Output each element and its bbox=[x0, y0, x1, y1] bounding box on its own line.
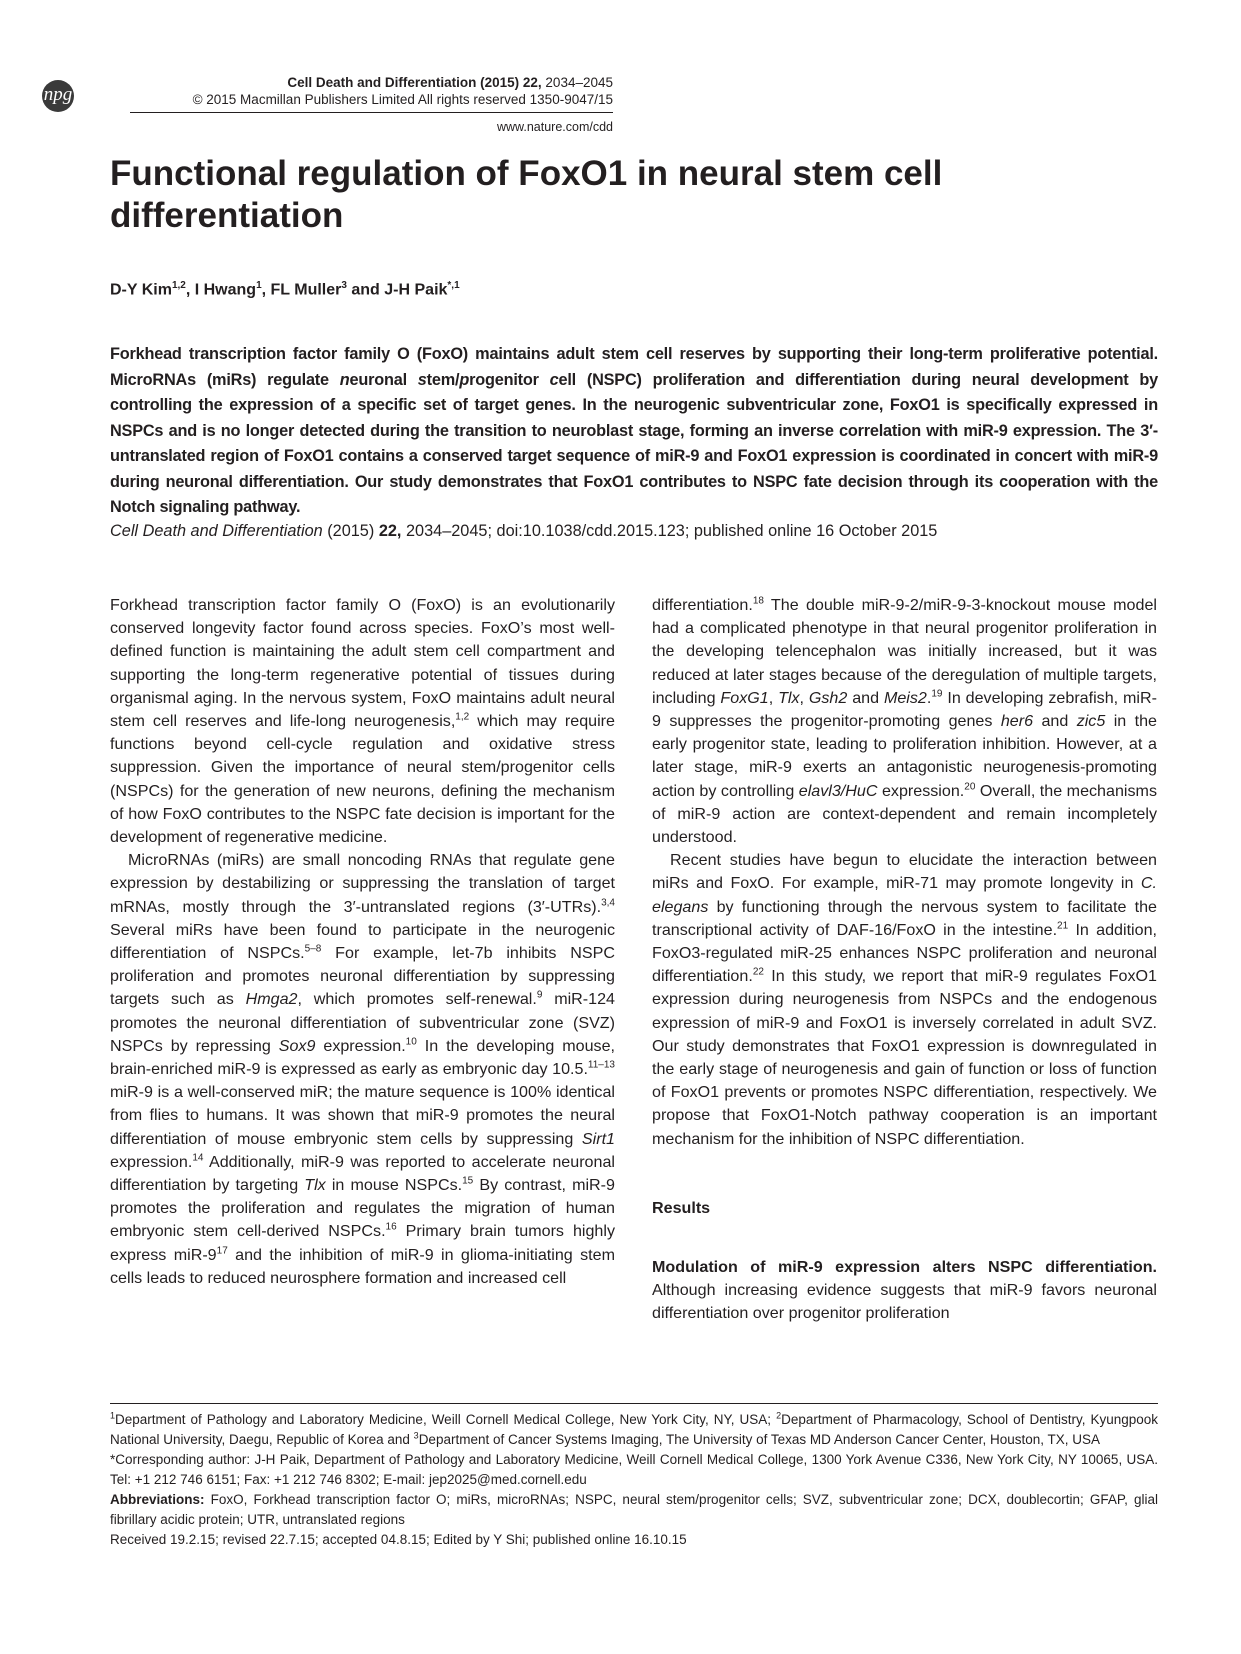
received-dates: Received 19.2.15; revised 22.7.15; accepted 04.8.15; Edited by Y Shi; published online 16.10.15 bbox=[110, 1532, 687, 1547]
body-column-right bbox=[652, 594, 1157, 1326]
journal-header bbox=[130, 74, 613, 108]
author-affiliation: *,1 bbox=[447, 280, 460, 291]
subsection-paragraph: Modulation of miR-9 expression alters NSPC differentiation. Although increasing evidence suggests that miR-9 favors neuronal differentiation over progenitor proliferation bbox=[652, 1258, 1157, 1323]
section-heading-results: Results bbox=[652, 1198, 711, 1217]
reference-marker: 9 bbox=[536, 990, 543, 1002]
copyright: © 2015 Macmillan Publishers Limited All rights reserved 1350-9047/15 bbox=[192, 92, 613, 107]
body-paragraph: Recent studies have begun to elucidate the interaction between miRs and FoxO. For example, miR-71 may promote longevity in C. elegans by functioning through the nervous system to facilitate the transcriptional activity of DAF-16/FoxO in the intestine.$^{21}$ In addition, FoxO3-regulated miR-25 enhances NSPC proliferation and neuronal differentiation.$^{22}$ In this study, we report that miR-9 regulates FoxO1 expression during neurogenesis from NSPCs and the endogenous expression of miR-9 and FoxO1 is inversely correlated in adult SVZ. Our study demonstrates that FoxO1 expression is downregulated in the early stage of neurogenesis and gain of function or loss of function of FoxO1 prevents or promotes NSPC differentiation, respectively. We propose that FoxO1-Notch pathway cooperation is an important mechanism for the inhibition of NSPC differentiation. bbox=[652, 851, 1157, 1148]
reference-marker: 10 bbox=[405, 1036, 417, 1048]
reference-marker: 21 bbox=[1057, 920, 1069, 932]
citation-line: Cell Death and Differentiation (2015) 22, 2034–2045; doi:10.1038/cdd.2015.123; published online 16 October 2015 bbox=[110, 522, 938, 540]
header-divider bbox=[130, 112, 613, 113]
body-paragraph: Forkhead transcription factor family O (FoxO) is an evolutionarily conserved longevity factor found across species. FoxO’s most well-defined function is maintaining the adult stem cell compartment and supporting the long-term regenerative potential of tissues during organismal aging. In the nervous system, FoxO maintains adult neural stem cell reserves and life-long neurogenesis,$^{1,2}$ which may require functions beyond cell-cycle regulation and oxidative stress suppression. Given the importance of neural stem/progenitor cells (NSPCs) for the generation of new neurons, defining the mechanism of how FoxO contributes to the NSPC fate decision is important for the development of regenerative medicine. bbox=[110, 596, 615, 847]
reference-marker: 3,4 bbox=[601, 897, 615, 909]
abstract: Forkhead transcription factor family O (FoxO) maintains adult stem cell reserves by supporting their long-term proliferative potential. MicroRNAs (miRs) regulate neuronal stem/progenitor cell (NSPC) proliferation and differentiation during neural development by controlling the expression of a specific set of target genes. In the neurogenic subventricular zone, FoxO1 is specifically expressed in NSPCs and is no longer detected during the transition to neuroblast stage, forming an inverse correlation with miR-9 expression. The 3′-untranslated region of FoxO1 contains a conserved target sequence of miR-9 and FoxO1 expression is coordinated in concert with miR-9 during neuronal differentiation. Our study demonstrates that FoxO1 contributes to NSPC fate decision through its cooperation with the Notch signaling pathway. bbox=[110, 345, 1159, 516]
author-name: D-Y Kim bbox=[110, 281, 172, 299]
npg-logo: npg bbox=[42, 80, 74, 112]
abbreviations: Abbreviations: FoxO, Forkhead transcription factor O; miRs, microRNAs; NSPC, neural stem/progenitor cells; SVZ, subventricular zone; DCX, doublecortin; GFAP, glial fibrillary acidic protein; UTR, untranslated regions bbox=[110, 1492, 1158, 1527]
author-name: FL Muller bbox=[270, 281, 342, 299]
author-list: D-Y Kim$^{1,2}$, I Hwang$^1$, FL Muller$^3$ and J-H Paik$^{*,1}$ bbox=[110, 280, 460, 299]
reference-marker: 16 bbox=[385, 1222, 397, 1234]
reference-marker: 14 bbox=[192, 1152, 204, 1164]
body-column-left bbox=[110, 594, 615, 1290]
footnote-divider bbox=[110, 1403, 1158, 1404]
journal-website: www.nature.com/cdd bbox=[496, 120, 613, 134]
author-name: I Hwang bbox=[194, 281, 257, 299]
body-paragraph: differentiation.$^{18}$ The double miR-9-2/miR-9-3-knockout mouse model had a complicated phenotype in that neural progenitor proliferation in the developing telencephalon was initially increased, but it was reduced at later stages because of the deregulation of multiple targets, including FoxG1, Tlx, Gsh2 and Meis2.19 In developing zebrafish, miR-9 suppresses the progenitor-promoting genes her6 and zic5 in the early progenitor state, leading to proliferation inhibition. However, at a later stage, miR-9 exerts an antagonistic neurogenesis-promoting action by controlling elavl3/HuC expression.$^{20}$ Overall, the mechanisms of miR-9 action are context-dependent and remain incompletely understood. bbox=[652, 595, 1157, 847]
subsection-heading: Modulation of miR-9 expression alters NSPC differentiation. bbox=[652, 1258, 1157, 1277]
reference-marker: 17 bbox=[216, 1245, 228, 1257]
body-paragraph: MicroRNAs (miRs) are small noncoding RNAs that regulate gene expression by destabilizing or suppressing the translation of target mRNAs, mostly through the 3′-untranslated regions (3′-UTRs).$^{3,4}$ Several miRs have been found to participate in the neurogenic differentiation of NSPCs.$^{5-8}$ For example, let-7b inhibits NSPC proliferation and promotes neuronal differentiation by suppressing targets such as Hmga2, which promotes self-renewal.$^9$ miR-124 promotes the neuronal differentiation of subventricular zone (SVZ) NSPCs by repressing Sox9 expression.$^{10}$ In the developing mouse, brain-enriched miR-9 is expressed as early as embryonic day 10.5.$^{11-13}$ miR-9 is a well-conserved miR; the mature sequence is 100% identical from flies to humans. It was shown that miR-9 promotes the neural differentiation of mouse embryonic stem cells by suppressing Sirt1 expression.$^{14}$ Additionally, miR-9 was reported to accelerate neuronal differentiation by targeting Tlx in mouse NSPCs.$^{15}$ By contrast, miR-9 promotes the proliferation and regulates the migration of human embryonic stem cell-derived NSPCs.$^{16}$ Primary brain tumors highly express miR-$9^{17}$ and the inhibition of miR-9 in glioma-initiating stem cells leads to reduced neurosphere formation and increased cell bbox=[110, 851, 616, 1287]
reference-marker: 18 bbox=[752, 595, 764, 607]
footnotes bbox=[110, 1410, 1158, 1550]
reference-marker: 20 bbox=[964, 781, 976, 793]
journal-pages: 2034–2045 bbox=[541, 75, 613, 90]
reference-marker: 19 bbox=[931, 688, 943, 700]
reference-marker: 1,2 bbox=[455, 711, 470, 723]
reference-marker: 11–13 bbox=[587, 1059, 615, 1071]
reference-marker: 15 bbox=[462, 1175, 474, 1187]
article-title: Functional regulation of FoxO1 in neural stem cell differentiation bbox=[110, 154, 943, 235]
reference-marker: 22 bbox=[752, 966, 764, 978]
author-affiliation: 1 bbox=[256, 280, 262, 291]
author-affiliation: 1,2 bbox=[171, 280, 186, 291]
affiliations: $^1$Department of Pathology and Laboratory Medicine, Weill Cornell Medical College, New York City, NY, USA; $^2$Department of Pharmacology, School of Dentistry, Kyungpook National University, Daegu, Republic of Korea and $^3$Department of Cancer Systems Imaging, The University of Texas MD Anderson Cancer Center, Houston, TX, USA bbox=[110, 1410, 1159, 1447]
author-name: J-H Paik bbox=[384, 281, 448, 299]
author-affiliation: 3 bbox=[341, 280, 347, 291]
journal-name: Cell Death and Differentiation (2015) 22, bbox=[287, 75, 542, 90]
corresponding-author: *Corresponding author: J-H Paik, Department of Pathology and Laboratory Medicine, Weill Cornell Medical College, 1300 York Avenue C336, New York City, NY 10065, USA. Tel: +1 212 746 6151; Fax: +1 212 746 8302; E-mail: jep2025@med.cornell.edu bbox=[110, 1452, 1158, 1487]
reference-marker: 5–8 bbox=[304, 943, 322, 955]
